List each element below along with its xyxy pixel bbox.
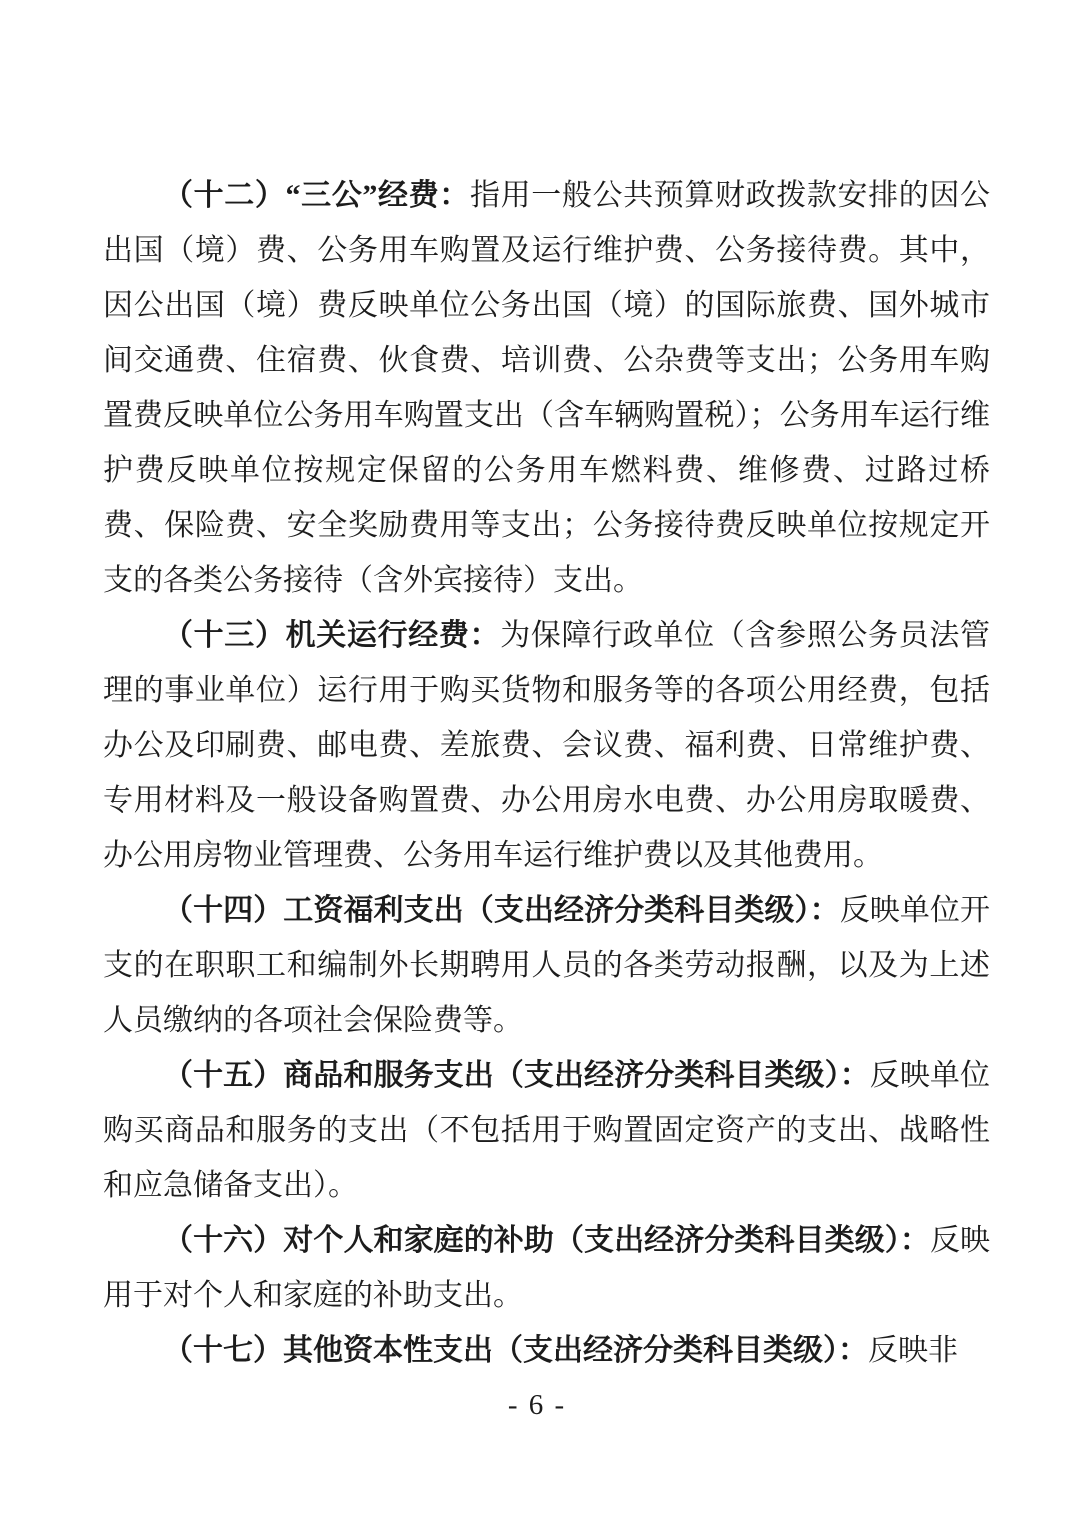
paragraph-15-goods-services-expenditure <box>103 1048 990 1213</box>
paragraph-16-subsidies-individuals-families <box>103 1213 990 1323</box>
paragraph-text: 指用一般公共预算财政拨款安排的因公出国（境）费、公务用车购置及运行维护费、公务接待费。其中，因公出国（境）费反映单位公务出国（境）的国际旅费、国外城市间交通费、住宿费、伙食费、培训费、公杂费等支出；公务用车购置费反映单位公务用车购置支出（含车辆购置税）；公务用车运行维护费反映单位按规定保留的公务用车燃料费、维修费、过路过桥费、保险费、安全奖励费用等支出；公务接待费反映单位按规定开支的各类公务接待（含外宾接待）支出。 <box>103 179 991 597</box>
paragraph-lead: （十六）对个人和家庭的补助（支出经济分类科目类级）： <box>163 1224 930 1257</box>
paragraph-text: 反映单位购买商品和服务的支出（不包括用于购置固定资产的支出、战略性和应急储备支出）。 <box>103 1059 991 1202</box>
page-number: - 6 - <box>507 1389 567 1421</box>
paragraph-17-other-capital-expenditure <box>103 1323 990 1378</box>
paragraph-text: 为保障行政单位（含参照公务员法管理的事业单位）运行用于购买货物和服务等的各项公用经费，包括办公及印刷费、邮电费、差旅费、会议费、福利费、日常维护费、专用材料及一般设备购置费、办公用房水电费、办公用房取暖费、办公用房物业管理费、公务用车运行维护费以及其他费用。 <box>103 619 991 872</box>
paragraph-text: 反映单位开支的在职职工和编制外长期聘用人员的各类劳动报酬，以及为上述人员缴纳的各项社会保险费等。 <box>103 894 990 1037</box>
paragraph-lead: （十四）工资福利支出（支出经济分类科目类级）： <box>163 894 840 927</box>
paragraph-12-sangong-expenses <box>103 168 990 608</box>
paragraph-14-salary-welfare-expenditure <box>103 883 990 1048</box>
paragraph-lead: （十三）机关运行经费： <box>163 619 501 652</box>
paragraph-text: 反映用于对个人和家庭的补助支出。 <box>103 1224 991 1312</box>
document-body <box>103 168 990 1378</box>
paragraph-text: 反映非 <box>868 1334 958 1367</box>
paragraph-lead: （十二）“三公”经费： <box>163 179 470 212</box>
paragraph-lead: （十七）其他资本性支出（支出经济分类科目类级）： <box>163 1334 868 1367</box>
paragraph-lead: （十五）商品和服务支出（支出经济分类科目类级）： <box>163 1059 870 1092</box>
paragraph-13-agency-operating-funds <box>103 608 990 883</box>
